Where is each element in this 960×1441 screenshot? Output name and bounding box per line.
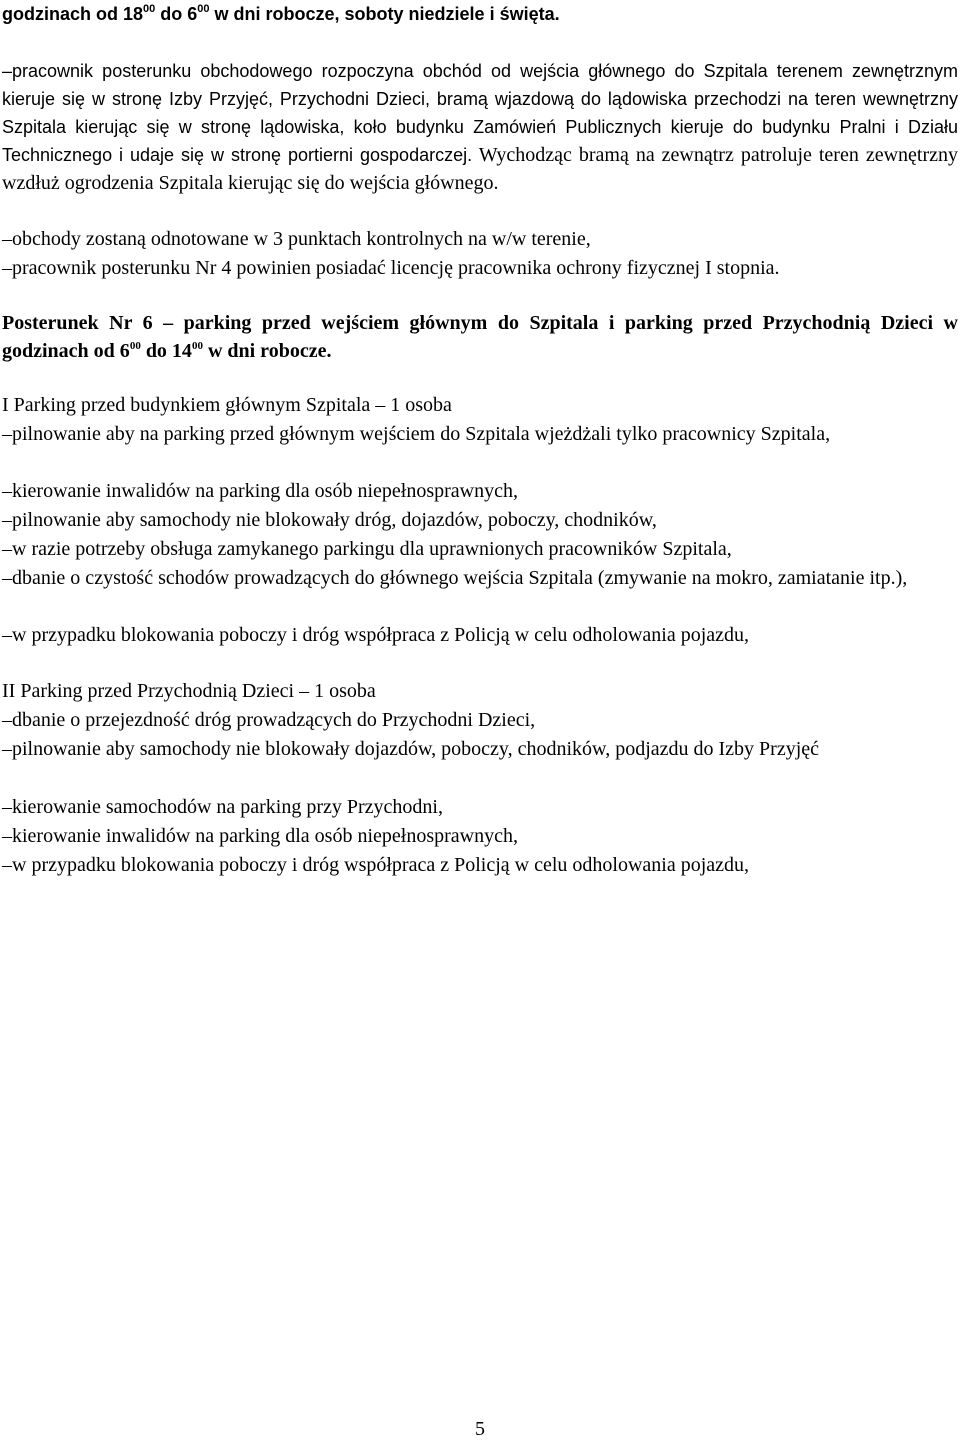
post-6-heading-b: do 14 xyxy=(140,340,192,362)
parking-2-item: –dbanie o przejezdność dróg prowadzących do Przychodni Dzieci, xyxy=(2,709,536,731)
parking-2-title: II Parking przed Przychodnią Dzieci – 1 osoba xyxy=(2,680,376,702)
parking-1-item: –w przypadku blokowania poboczy i dróg współpraca z Policją w celu odholowania pojazdu, xyxy=(2,624,750,646)
parking-2-item: –w przypadku blokowania poboczy i dróg współpraca z Policją w celu odholowania pojazdu, xyxy=(2,854,750,876)
post-6-heading xyxy=(2,309,958,365)
header-text-b: do 6 xyxy=(155,4,198,24)
parking-2-item: –pilnowanie aby samochody nie blokowały dojazdów, poboczy, chodników, podjazdu do Izby Przyjęć xyxy=(2,738,820,760)
header-text-a: godzinach od 18 xyxy=(2,4,144,24)
parking-2-item: –kierowanie samochodów na parking przy Przychodni, xyxy=(2,796,443,818)
post-6-sup-2: 00 xyxy=(191,340,203,352)
patrol-item-license: –pracownik posterunku Nr 4 powinien posiadać licencję pracownika ochrony fizycznej I stopnia. xyxy=(2,257,780,279)
header-sup-2: 00 xyxy=(197,3,210,15)
parking-1-item: –pilnowanie aby samochody nie blokowały dróg, dojazdów, poboczy, chodników, xyxy=(2,509,657,531)
post-6-heading-c: w dni robocze. xyxy=(202,340,332,362)
parking-2-item: –kierowanie inwalidów na parking dla osób niepełnosprawnych, xyxy=(2,825,518,847)
parking-1-item: –pilnowanie aby na parking przed głównym wejściem do Szpitala wjeżdżali tylko pracownicy Szpitala, xyxy=(2,423,831,445)
patrol-text-tail: Wychodząc bramą na zewnątrz patroluje teren zewnętrzny wzdłuż ogrodzenia Szpitala kierując się do wejścia głównego. xyxy=(2,144,958,194)
patrol-paragraph xyxy=(2,57,958,197)
patrol-item-checkpoints: –obchody zostaną odnotowane w 3 punktach kontrolnych na w/w terenie, xyxy=(2,228,591,250)
parking-1-title: I Parking przed budynkiem głównym Szpitala – 1 osoba xyxy=(2,394,452,416)
header-sup-1: 00 xyxy=(143,3,156,15)
parking-1-item: –kierowanie inwalidów na parking dla osób niepełnosprawnych, xyxy=(2,480,518,502)
header-text-c: w dni robocze, soboty niedziele i święta. xyxy=(209,4,560,24)
header-line xyxy=(2,0,958,28)
parking-1-item: –w razie potrzeby obsługa zamykanego parkingu dla uprawnionych pracowników Szpitala, xyxy=(2,538,732,560)
parking-1-item: –dbanie o czystość schodów prowadzących do głównego wejścia Szpitala (zmywanie na mokro, zamiatanie itp.), xyxy=(2,567,908,589)
post-6-heading-a: Posterunek Nr 6 – parking przed wejściem głównym do Szpitala i parking przed Przychodnią Dzieci w godzinach od 6 xyxy=(2,312,958,362)
post-6-sup-1: 00 xyxy=(129,340,141,352)
page-number: 5 xyxy=(475,1418,485,1440)
patrol-text: –pracownik posterunku obchodowego rozpoczyna obchód od wejścia głównego do Szpitala terenem zewnętrznym kieruje się w stronę Izby Przyjęć, Przychodni Dzieci, bramą wjazdową do lądowiska przechodzi na teren wewnętrzny Szpitala kierując się w stronę lądowiska, koło budynku Zamówień Publicznych kieruje do budynku Pralni i Działu Technicznego i udaje się w stronę portierni gospodarczej. xyxy=(2,61,958,165)
